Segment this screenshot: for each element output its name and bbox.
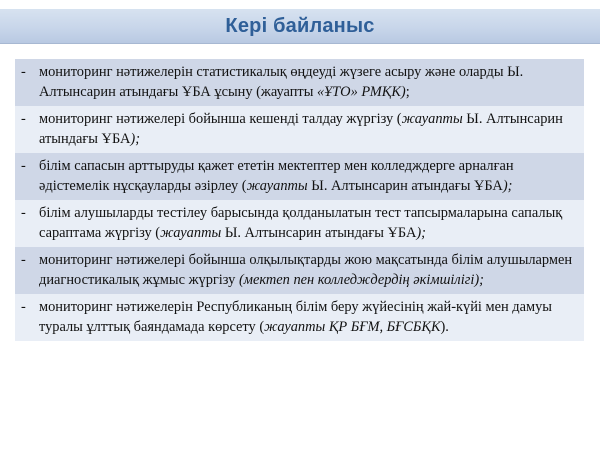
item-responsible: «ҰТО» РМҚК) [316,83,406,100]
item-text: білім алушыларды тестілеу барысында қолданылатын тест тапсырмаларына сапалық сараптама жүргізу ( [39,205,563,241]
item-responsible: жауапты [160,224,222,241]
feedback-list [15,59,584,341]
item-tail: ). [440,318,449,335]
bullet-dash: - [21,252,26,268]
slide-title: Кері байланыс [225,15,375,37]
item-tail: Ы. Алтынсарин атындағы ҰБА [221,224,417,241]
list-item [15,200,584,247]
item-tail-italic: ); [502,177,513,194]
item-text: мониторинг нәтижелерін статистикалық өңдеуді жүзеге асыру және оларды Ы. Алтынсарин атындағы ҰБА ұсыну (жауапты [39,64,524,100]
list-item [15,247,584,294]
list-item [15,59,584,106]
item-tail-italic: ); [416,224,426,241]
bullet-dash: - [21,111,26,127]
bullet-dash: - [21,64,26,80]
item-tail: Ы. Алтынсарин атындағы ҰБА [307,177,503,194]
bullet-dash: - [21,205,26,221]
item-tail: ; [405,83,410,100]
item-text: мониторинг нәтижелерін Республиканың білім беру жүйесінің жай-күйі мен дамуы туралы ұлттық баяндамада көрсету ( [39,299,552,335]
bullet-dash: - [21,299,26,315]
item-tail-italic: ); [130,130,141,147]
item-text: мониторинг нәтижелері бойынша кешенді талдау жүргізу ( [39,111,402,127]
list-item [15,153,584,200]
list-item [15,106,584,153]
item-responsible: жауапты ҚР БҒМ, БҒСБҚК [264,318,441,335]
item-tail: Ы. Алтынсарин атындағы ҰБА [39,111,563,147]
item-text: білім сапасын арттыруды қажет ететін мектептер мен колледждерге арналған әдістемелік нұсқауларды әзірлеу ( [39,158,514,194]
item-responsible: жауапты [246,177,308,194]
item-responsible: (мектеп пен колледждердің әкімшілігі); [238,271,484,288]
item-text: мониторинг нәтижелері бойынша олқылықтарды жою мақсатында білім алушылармен диагностикалық жұмыс жүргізу [39,252,573,288]
bullet-dash: - [21,158,26,174]
list-item [15,294,584,341]
item-responsible: жауапты [401,111,463,127]
title-bar [0,9,600,44]
